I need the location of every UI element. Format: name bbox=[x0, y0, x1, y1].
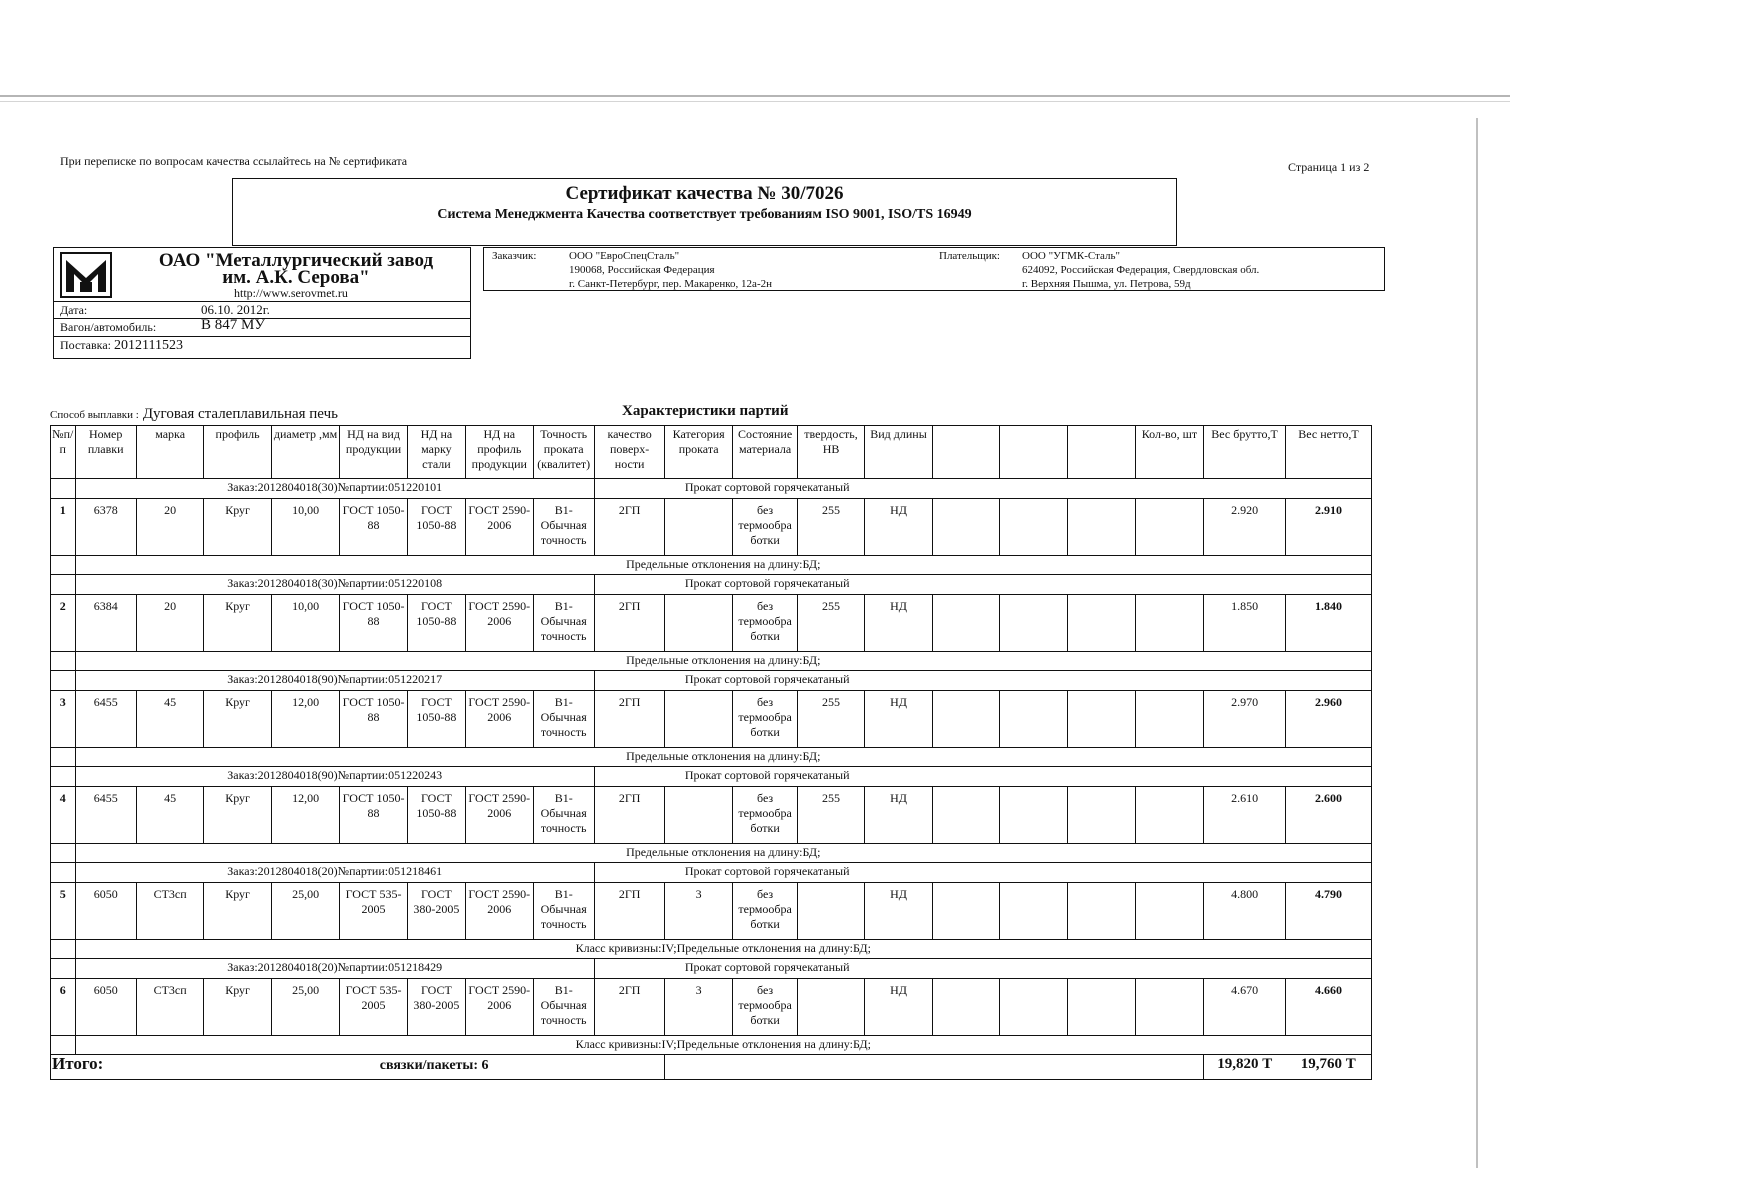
column-header-10: качество поверх-ности bbox=[594, 426, 665, 479]
table-cell-col14: НД bbox=[864, 595, 933, 652]
table-row bbox=[51, 979, 1372, 1036]
table-cell-col2: 6455 bbox=[75, 691, 136, 748]
table-cell-col4: Круг bbox=[204, 595, 271, 652]
table-cell-col9: В1-Обычная точность bbox=[533, 883, 594, 940]
table-cell-col15 bbox=[933, 691, 999, 748]
table-cell-col9: В1-Обычная точность bbox=[533, 499, 594, 556]
table-cell-col5: 10,00 bbox=[271, 499, 340, 556]
totals-row bbox=[51, 1055, 1372, 1080]
table-cell-col10: 2ГП bbox=[594, 979, 665, 1036]
order-blank-cell bbox=[51, 863, 76, 883]
table-cell-col13: 255 bbox=[798, 595, 864, 652]
customer-address2: г. Санкт-Петербург, пер. Макаренко, 12а-2н bbox=[569, 278, 772, 290]
table-cell-col1: 2 bbox=[51, 595, 76, 652]
table-cell-col8: ГОСТ 2590-2006 bbox=[466, 595, 533, 652]
table-cell-col20: 2.960 bbox=[1285, 691, 1371, 748]
table-cell-col2: 6378 bbox=[75, 499, 136, 556]
totals-spacer bbox=[665, 1055, 1204, 1080]
table-cell-col14: НД bbox=[864, 499, 933, 556]
table-cell-col9: В1-Обычная точность bbox=[533, 787, 594, 844]
batch-deviation-row bbox=[51, 940, 1372, 959]
batch-deviation-row bbox=[51, 748, 1372, 767]
table-cell-col4: Круг bbox=[204, 883, 271, 940]
table-cell-col1: 6 bbox=[51, 979, 76, 1036]
customer-name: ООО "ЕвроСпецСталь" bbox=[569, 250, 680, 262]
table-cell-col1: 5 bbox=[51, 883, 76, 940]
customer-info bbox=[569, 249, 772, 291]
table-cell-col9: В1-Обычная точность bbox=[533, 691, 594, 748]
table-cell-col16 bbox=[999, 787, 1068, 844]
table-cell-col19: 1.850 bbox=[1204, 595, 1286, 652]
table-cell-col3: 45 bbox=[136, 691, 203, 748]
table-cell-col18 bbox=[1135, 883, 1204, 940]
table-cell-col8: ГОСТ 2590-2006 bbox=[466, 883, 533, 940]
batch-order-number: Заказ:2012804018(20)№партии:051218461 bbox=[75, 863, 594, 883]
table-cell-col13 bbox=[798, 979, 864, 1036]
table-cell-col17 bbox=[1068, 979, 1135, 1036]
customer-address1: 190068, Российская Федерация bbox=[569, 264, 715, 276]
table-cell-col4: Круг bbox=[204, 979, 271, 1036]
table-cell-col8: ГОСТ 2590-2006 bbox=[466, 787, 533, 844]
table-cell-col18 bbox=[1135, 979, 1204, 1036]
column-header-5: диаметр ,мм bbox=[271, 426, 340, 479]
table-cell-col11 bbox=[665, 499, 732, 556]
smelting-label: Способ выплавки : bbox=[50, 409, 139, 421]
deviation-blank-cell bbox=[51, 556, 76, 575]
table-cell-col8: ГОСТ 2590-2006 bbox=[466, 691, 533, 748]
batch-order-row bbox=[51, 767, 1372, 787]
table-cell-col6: ГОСТ 1050-88 bbox=[340, 691, 407, 748]
table-cell-col14: НД bbox=[864, 979, 933, 1036]
table-cell-col15 bbox=[933, 595, 999, 652]
order-blank-cell bbox=[51, 959, 76, 979]
column-header-12: Состояние материала bbox=[732, 426, 797, 479]
column-header-9: Точность проката (квалитет) bbox=[533, 426, 594, 479]
customer-label: Заказчик: bbox=[492, 250, 537, 262]
factory-name-line1: ОАО "Металлургический завод bbox=[158, 250, 434, 271]
table-cell-col6: ГОСТ 535-2005 bbox=[340, 979, 407, 1036]
deviation-blank-cell bbox=[51, 940, 76, 959]
table-cell-col20: 2.600 bbox=[1285, 787, 1371, 844]
delivery-label: Поставка: bbox=[60, 338, 111, 352]
table-cell-col7: ГОСТ 1050-88 bbox=[407, 691, 465, 748]
table-cell-col12: без термообра ботки bbox=[732, 883, 797, 940]
scan-line-top-2 bbox=[0, 101, 1510, 102]
batch-deviation-row bbox=[51, 844, 1372, 863]
batch-order-row bbox=[51, 863, 1372, 883]
factory-block bbox=[53, 247, 471, 359]
batch-product-type: Прокат сортовой горячекатаный bbox=[594, 767, 1371, 787]
smelting-method bbox=[50, 405, 338, 423]
table-cell-col10: 2ГП bbox=[594, 595, 665, 652]
column-header-2: Номер плавки bbox=[75, 426, 136, 479]
scan-line-top bbox=[0, 95, 1510, 97]
order-blank-cell bbox=[51, 479, 76, 499]
table-cell-col16 bbox=[999, 595, 1068, 652]
batch-order-row bbox=[51, 959, 1372, 979]
table-row bbox=[51, 691, 1372, 748]
table-cell-col18 bbox=[1135, 691, 1204, 748]
table-cell-col3: 45 bbox=[136, 787, 203, 844]
column-header-14: Вид длины bbox=[864, 426, 933, 479]
deviation-blank-cell bbox=[51, 652, 76, 671]
table-cell-col11: 3 bbox=[665, 883, 732, 940]
batch-deviation-note: Класс кривизны:IV;Предельные отклонения на длину:БД; bbox=[75, 940, 1371, 959]
table-cell-col11 bbox=[665, 787, 732, 844]
certificate-title-box bbox=[232, 178, 1177, 246]
batch-deviation-note: Класс кривизны:IV;Предельные отклонения на длину:БД; bbox=[75, 1036, 1371, 1055]
top-note: При переписке по вопросам качества ссылайтесь на № сертификата bbox=[60, 154, 408, 168]
table-cell-col5: 12,00 bbox=[271, 787, 340, 844]
table-cell-col20: 1.840 bbox=[1285, 595, 1371, 652]
column-header-8: НД на профиль продукции bbox=[466, 426, 533, 479]
table-cell-col17 bbox=[1068, 691, 1135, 748]
table-cell-col17 bbox=[1068, 883, 1135, 940]
table-cell-col2: 6384 bbox=[75, 595, 136, 652]
table-cell-col13: 255 bbox=[798, 787, 864, 844]
table-cell-col3: 20 bbox=[136, 595, 203, 652]
table-cell-col13: 255 bbox=[798, 691, 864, 748]
table-cell-col8: ГОСТ 2590-2006 bbox=[466, 979, 533, 1036]
column-header-20: Вес нетто,Т bbox=[1285, 426, 1371, 479]
table-cell-col9: В1-Обычная точность bbox=[533, 979, 594, 1036]
table-cell-col6: ГОСТ 1050-88 bbox=[340, 595, 407, 652]
table-cell-col7: ГОСТ 1050-88 bbox=[407, 595, 465, 652]
table-cell-col19: 4.670 bbox=[1204, 979, 1286, 1036]
table-row bbox=[51, 595, 1372, 652]
totals-net: 19,760 Т bbox=[1285, 1055, 1371, 1080]
table-cell-col15 bbox=[933, 787, 999, 844]
delivery-value: 2012111523 bbox=[113, 338, 183, 353]
column-header-11: Категория проката bbox=[665, 426, 732, 479]
table-cell-col17 bbox=[1068, 787, 1135, 844]
table-cell-col15 bbox=[933, 883, 999, 940]
batch-order-row bbox=[51, 575, 1372, 595]
table-cell-col18 bbox=[1135, 499, 1204, 556]
table-cell-col3: СТ3сп bbox=[136, 883, 203, 940]
batch-order-row bbox=[51, 479, 1372, 499]
table-cell-col20: 4.790 bbox=[1285, 883, 1371, 940]
payer-label: Плательщик: bbox=[939, 250, 1000, 262]
table-cell-col5: 12,00 bbox=[271, 691, 340, 748]
factory-name-line2: им. А.К. Серова" bbox=[222, 267, 370, 288]
payer-address2: г. Верхняя Пышма, ул. Петрова, 59д bbox=[1022, 278, 1191, 290]
totals-bundles: связки/пакеты: 6 bbox=[204, 1055, 665, 1080]
scan-line-right bbox=[1476, 118, 1478, 1168]
table-cell-col13: 255 bbox=[798, 499, 864, 556]
certificate-subtitle: Система Менеджмента Качества соответствует требованиям ISO 9001, ISO/TS 16949 bbox=[437, 207, 972, 222]
batch-deviation-row bbox=[51, 556, 1372, 575]
batch-heading: Характеристики партий bbox=[622, 403, 789, 419]
table-cell-col10: 2ГП bbox=[594, 883, 665, 940]
table-cell-col17 bbox=[1068, 595, 1135, 652]
table-cell-col1: 1 bbox=[51, 499, 76, 556]
totals-label: Итого: bbox=[51, 1055, 204, 1080]
table-cell-col12: без термообра ботки bbox=[732, 979, 797, 1036]
table-cell-col4: Круг bbox=[204, 499, 271, 556]
table-cell-col2: 6455 bbox=[75, 787, 136, 844]
batch-product-type: Прокат сортовой горячекатаный bbox=[594, 671, 1371, 691]
batch-product-type: Прокат сортовой горячекатаный bbox=[594, 575, 1371, 595]
table-cell-col10: 2ГП bbox=[594, 691, 665, 748]
column-header-6: НД на вид продукции bbox=[340, 426, 407, 479]
table-cell-col17 bbox=[1068, 499, 1135, 556]
table-cell-col4: Круг bbox=[204, 691, 271, 748]
table-header-row bbox=[51, 426, 1372, 479]
date-row bbox=[54, 301, 470, 318]
table-cell-col18 bbox=[1135, 787, 1204, 844]
table-cell-col15 bbox=[933, 979, 999, 1036]
table-cell-col16 bbox=[999, 691, 1068, 748]
batch-order-row bbox=[51, 671, 1372, 691]
table-cell-col18 bbox=[1135, 595, 1204, 652]
batch-order-number: Заказ:2012804018(90)№партии:051220217 bbox=[75, 671, 594, 691]
table-cell-col12: без термообра ботки bbox=[732, 595, 797, 652]
batch-deviation-note: Предельные отклонения на длину:БД; bbox=[75, 844, 1371, 863]
customer-payer-block bbox=[483, 247, 1385, 291]
table-cell-col1: 4 bbox=[51, 787, 76, 844]
table-cell-col19: 2.920 bbox=[1204, 499, 1286, 556]
column-header-1: №п/п bbox=[51, 426, 76, 479]
table-cell-col4: Круг bbox=[204, 787, 271, 844]
table-cell-col3: 20 bbox=[136, 499, 203, 556]
table-cell-col19: 4.800 bbox=[1204, 883, 1286, 940]
batch-order-number: Заказ:2012804018(30)№партии:051220108 bbox=[75, 575, 594, 595]
batches-table bbox=[50, 425, 1372, 1080]
batch-product-type: Прокат сортовой горячекатаный bbox=[594, 863, 1371, 883]
table-cell-col14: НД bbox=[864, 787, 933, 844]
table-cell-col14: НД bbox=[864, 691, 933, 748]
table-cell-col20: 2.910 bbox=[1285, 499, 1371, 556]
table-cell-col2: 6050 bbox=[75, 883, 136, 940]
totals-gross: 19,820 Т bbox=[1204, 1055, 1286, 1080]
table-cell-col10: 2ГП bbox=[594, 499, 665, 556]
column-header-18: Кол-во, шт bbox=[1135, 426, 1204, 479]
table-cell-col14: НД bbox=[864, 883, 933, 940]
table-cell-col13 bbox=[798, 883, 864, 940]
table-cell-col9: В1-Обычная точность bbox=[533, 595, 594, 652]
table-cell-col12: без термообра ботки bbox=[732, 499, 797, 556]
column-header-15 bbox=[933, 426, 999, 479]
deviation-blank-cell bbox=[51, 844, 76, 863]
column-header-7: НД на марку стали bbox=[407, 426, 465, 479]
factory-website[interactable]: http://www.serovmet.ru bbox=[234, 286, 348, 300]
table-cell-col12: без термообра ботки bbox=[732, 691, 797, 748]
batch-product-type: Прокат сортовой горячекатаный bbox=[594, 959, 1371, 979]
column-header-13: твердость, HB bbox=[798, 426, 864, 479]
table-cell-col19: 2.610 bbox=[1204, 787, 1286, 844]
wagon-row bbox=[54, 318, 470, 335]
wagon-label: Вагон/автомобиль: bbox=[60, 320, 157, 334]
batch-deviation-note: Предельные отклонения на длину:БД; bbox=[75, 556, 1371, 575]
table-cell-col16 bbox=[999, 499, 1068, 556]
table-cell-col7: ГОСТ 380-2005 bbox=[407, 883, 465, 940]
batch-order-number: Заказ:2012804018(90)№партии:051220243 bbox=[75, 767, 594, 787]
batch-order-number: Заказ:2012804018(30)№партии:051220101 bbox=[75, 479, 594, 499]
delivery-row bbox=[54, 336, 470, 355]
table-cell-col5: 25,00 bbox=[271, 883, 340, 940]
batch-deviation-row bbox=[51, 652, 1372, 671]
table-cell-col11: 3 bbox=[665, 979, 732, 1036]
table-cell-col15 bbox=[933, 499, 999, 556]
column-header-3: марка bbox=[136, 426, 203, 479]
wagon-value: В 847 МУ bbox=[201, 317, 265, 333]
table-cell-col2: 6050 bbox=[75, 979, 136, 1036]
table-cell-col20: 4.660 bbox=[1285, 979, 1371, 1036]
table-cell-col10: 2ГП bbox=[594, 787, 665, 844]
table-cell-col12: без термообра ботки bbox=[732, 787, 797, 844]
table-cell-col1: 3 bbox=[51, 691, 76, 748]
deviation-blank-cell bbox=[51, 748, 76, 767]
column-header-16 bbox=[999, 426, 1068, 479]
table-cell-col11 bbox=[665, 691, 732, 748]
table-row bbox=[51, 499, 1372, 556]
table-cell-col7: ГОСТ 1050-88 bbox=[407, 499, 465, 556]
table-cell-col6: ГОСТ 1050-88 bbox=[340, 787, 407, 844]
table-cell-col16 bbox=[999, 883, 1068, 940]
table-cell-col6: ГОСТ 1050-88 bbox=[340, 499, 407, 556]
deviation-blank-cell bbox=[51, 1036, 76, 1055]
page-indicator: Страница 1 из 2 bbox=[1288, 160, 1370, 174]
table-cell-col16 bbox=[999, 979, 1068, 1036]
date-label: Дата: bbox=[60, 303, 88, 317]
payer-name: ООО "УГМК-Сталь" bbox=[1022, 250, 1120, 262]
table-cell-col5: 25,00 bbox=[271, 979, 340, 1036]
table-cell-col6: ГОСТ 535-2005 bbox=[340, 883, 407, 940]
column-header-17 bbox=[1068, 426, 1135, 479]
table-cell-col5: 10,00 bbox=[271, 595, 340, 652]
batch-deviation-row bbox=[51, 1036, 1372, 1055]
order-blank-cell bbox=[51, 671, 76, 691]
table-cell-col8: ГОСТ 2590-2006 bbox=[466, 499, 533, 556]
smelting-value: Дуговая сталеплавильная печь bbox=[142, 406, 338, 422]
batch-order-number: Заказ:2012804018(20)№партии:051218429 bbox=[75, 959, 594, 979]
table-cell-col19: 2.970 bbox=[1204, 691, 1286, 748]
table-row bbox=[51, 787, 1372, 844]
table-cell-col11 bbox=[665, 595, 732, 652]
table-cell-col3: СТ3сп bbox=[136, 979, 203, 1036]
payer-info bbox=[1022, 249, 1259, 291]
batch-product-type: Прокат сортовой горячекатаный bbox=[594, 479, 1371, 499]
column-header-19: Вес брутто,Т bbox=[1204, 426, 1286, 479]
order-blank-cell bbox=[51, 767, 76, 787]
batch-deviation-note: Предельные отклонения на длину:БД; bbox=[75, 652, 1371, 671]
certificate-title: Сертификат качества № 30/7026 bbox=[565, 183, 844, 204]
batch-deviation-note: Предельные отклонения на длину:БД; bbox=[75, 748, 1371, 767]
column-header-4: профиль bbox=[204, 426, 271, 479]
table-cell-col7: ГОСТ 1050-88 bbox=[407, 787, 465, 844]
payer-address1: 624092, Российская Федерация, Свердловская обл. bbox=[1022, 264, 1260, 276]
table-cell-col7: ГОСТ 380-2005 bbox=[407, 979, 465, 1036]
factory-logo bbox=[60, 252, 112, 298]
table-row bbox=[51, 883, 1372, 940]
date-value: 06.10. 2012г. bbox=[201, 302, 270, 317]
order-blank-cell bbox=[51, 575, 76, 595]
